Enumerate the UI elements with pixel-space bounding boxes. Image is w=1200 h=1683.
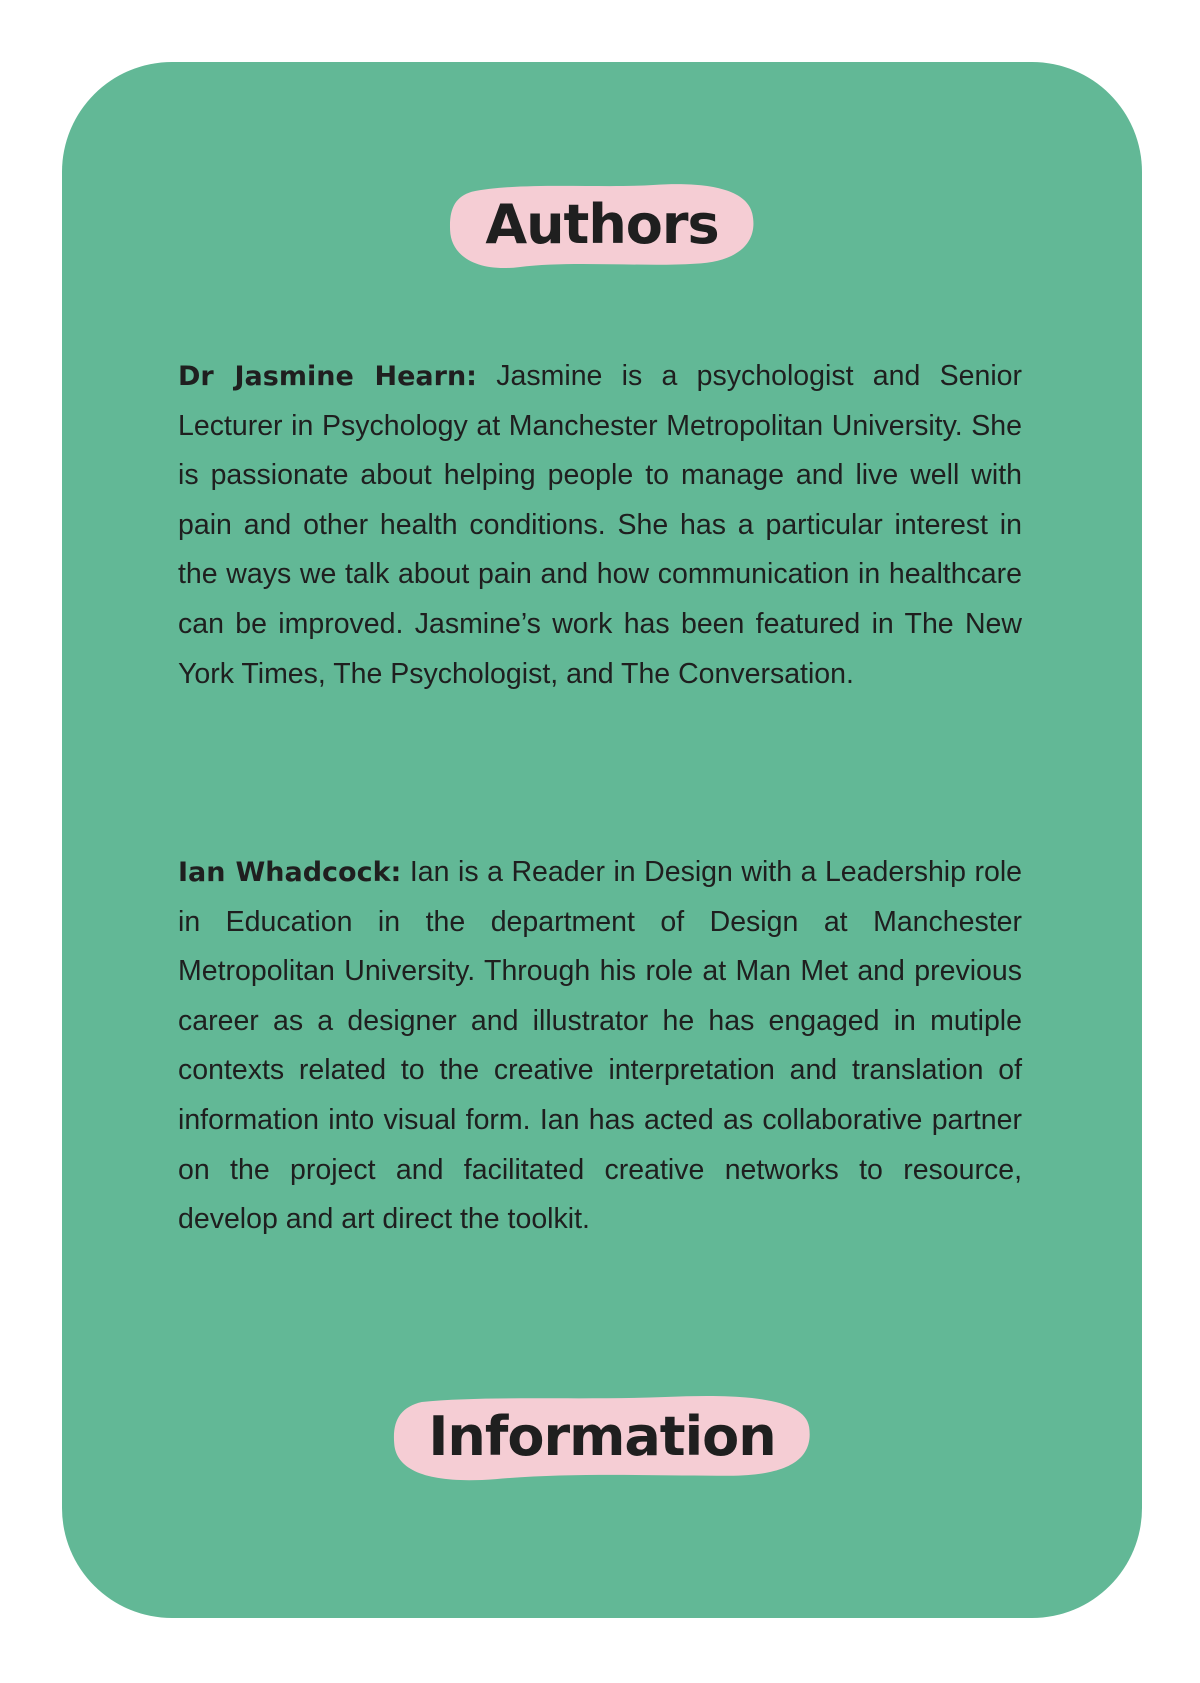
author-bio-text-ian: Ian is a Reader in Design with a Leadership role in Education in the department of Design at Manchester Metropolitan University. Through his role at Man Met and previous career as a designer and illustrator he has engaged in mutiple contexts related to the creative interpretation and translation of information into visual form. Ian has acted as collaborative partner on the project and facilitated creative networks to resource, develop and art direct the toolkit. [178, 856, 1023, 1236]
author-name-jasmine: Dr Jasmine Hearn: [178, 361, 477, 392]
author-bio-jasmine [178, 352, 1022, 699]
author-bio-ian [178, 848, 1022, 1245]
information-heading-highlight [390, 1392, 813, 1484]
information-heading-wrap [62, 1392, 1142, 1484]
content-card [62, 62, 1142, 1618]
information-heading: Information [428, 1405, 776, 1468]
author-bio-text-jasmine: Jasmine is a psychologist and Senior Lecturer in Psychology at Manchester Metropolitan University. She is passionate about helping people to manage and live well with pain and other health conditions. She has a particular interest in the ways we talk about pain and how communication in healthcare can be improved. Jasmine’s work has been featured in The New York Times, The Psychologist, and The Conversation. [178, 360, 1022, 690]
authors-heading: Authors [485, 193, 719, 256]
author-name-ian: Ian Whadcock: [178, 857, 402, 888]
authors-heading-highlight [447, 180, 756, 272]
authors-heading-wrap [62, 180, 1142, 272]
